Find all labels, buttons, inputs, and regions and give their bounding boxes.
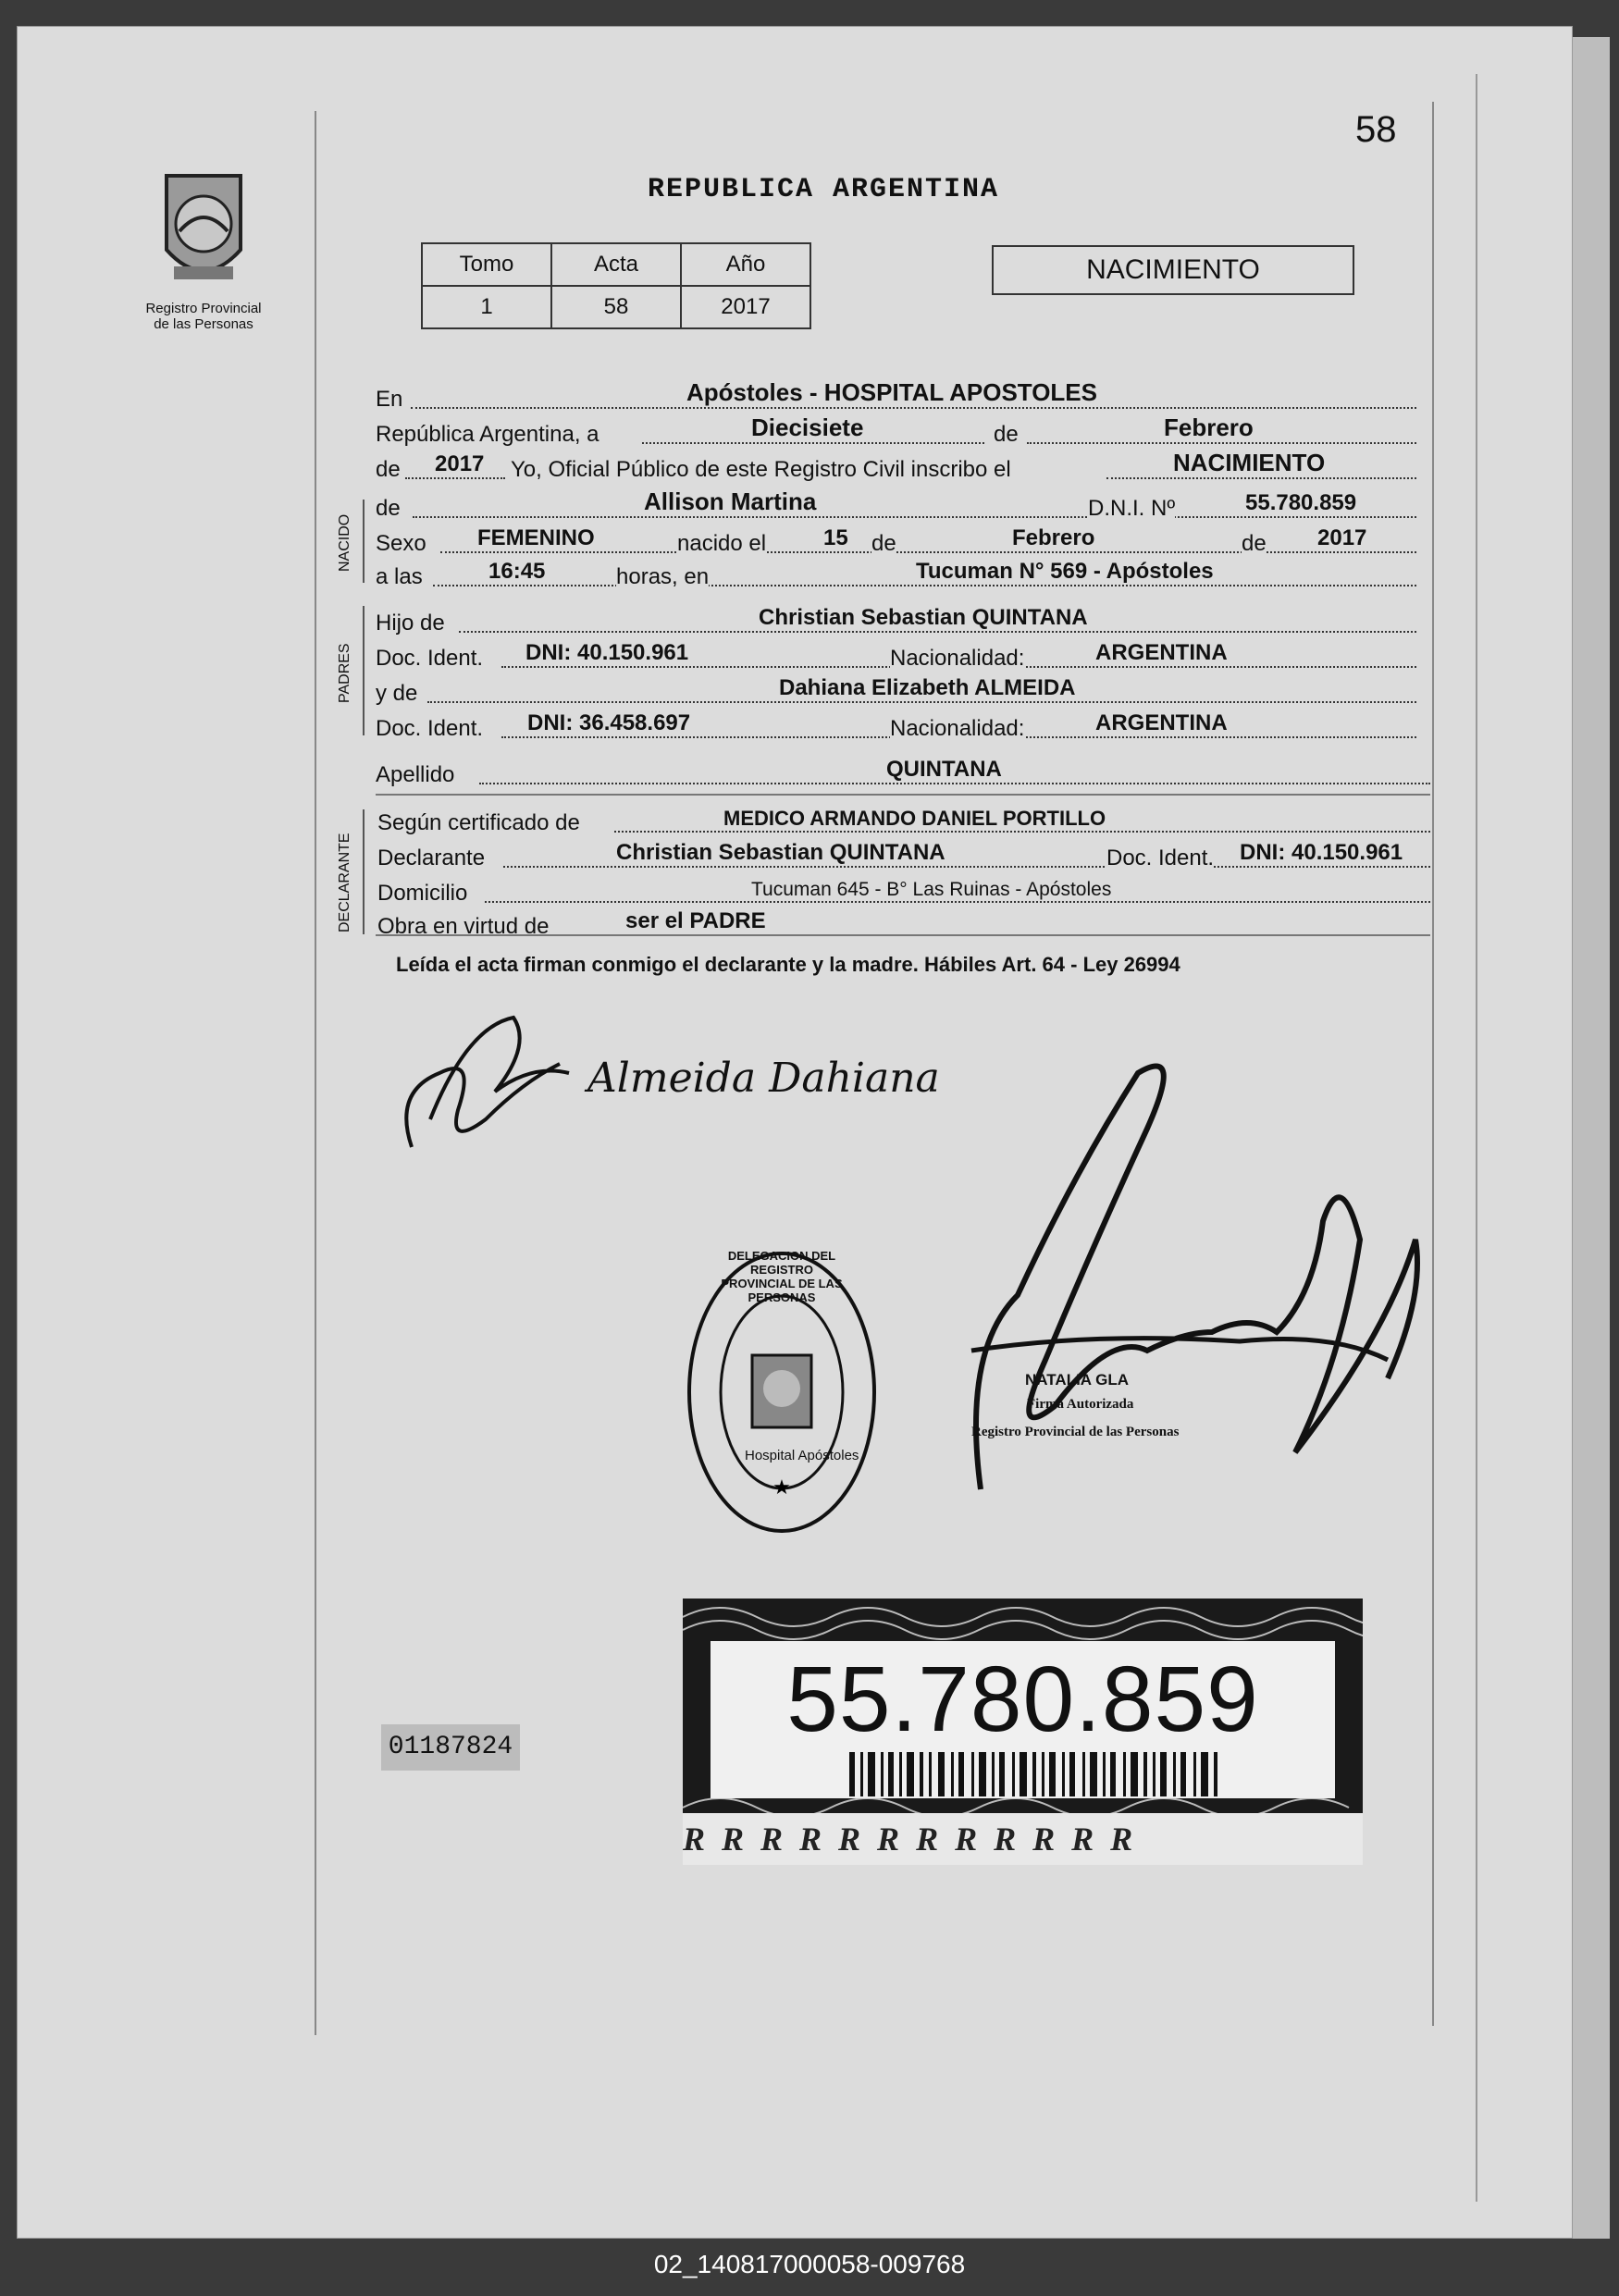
certificado-value: MEDICO ARMANDO DANIEL PORTILLO (723, 807, 1106, 830)
dotted-line (433, 585, 1416, 586)
child-dni: 55.780.859 (1245, 490, 1357, 515)
divider (376, 794, 1430, 796)
stamp-line3: Registro Provincial de las Personas (971, 1425, 1180, 1439)
ref-value-acta: 58 (551, 286, 681, 328)
row-obra (377, 907, 1430, 942)
dni-label: D.N.I. Nº (1088, 496, 1176, 521)
horas-label: horas, en (616, 564, 710, 589)
dotted-line (503, 866, 1430, 868)
serial-sticker: 01187824 (381, 1724, 520, 1771)
dotted-line (427, 701, 1416, 703)
dotted-line (411, 407, 1416, 409)
doc-label: Doc. Ident. (376, 716, 484, 741)
footer-caption: 02_140817000058-009768 (653, 2250, 966, 2278)
official-signature (907, 1055, 1443, 1536)
de-label: de (994, 422, 1019, 447)
domicilio-label: Domicilio (377, 881, 468, 906)
reference-table (421, 242, 811, 329)
nacionalidad-label: Nacionalidad: (890, 646, 1025, 671)
domicilio-value: Tucuman 645 - B° Las Ruinas - Apóstoles (751, 879, 1112, 900)
dotted-line (479, 783, 1430, 784)
registry-logo (130, 167, 278, 332)
de-label: de (1242, 531, 1267, 556)
left-margin-line (315, 111, 316, 2035)
page-edge (1573, 37, 1610, 2239)
barcode-label (711, 1641, 1335, 1798)
dotted-line (614, 831, 1430, 833)
row-sexo (376, 524, 1416, 559)
inscribe-value: NACIMIENTO (1173, 449, 1326, 476)
doc-label: Doc. Ident. (376, 646, 484, 671)
declarante-value: Christian Sebastian QUINTANA (616, 840, 945, 865)
row-nacido-name (376, 488, 1416, 524)
section-bracket (363, 500, 365, 583)
doc-label: Doc. Ident. (1106, 846, 1215, 870)
row-certificado (377, 803, 1430, 838)
ref-value-tomo: 1 (422, 286, 551, 328)
birth-year: 2017 (1317, 525, 1367, 550)
month-value: Febrero (1164, 414, 1254, 441)
year-value: 2017 (435, 451, 485, 476)
province-shield-icon (148, 167, 259, 296)
barcode-card (683, 1599, 1363, 1865)
nacionalidad-label: Nacionalidad: (890, 716, 1025, 741)
ref-value-ano: 2017 (681, 286, 810, 328)
republica-label: República Argentina, a (376, 422, 599, 447)
seal-inner-text: Hospital Apóstoles (745, 1448, 859, 1463)
declarante-doc: DNI: 40.150.961 (1240, 840, 1403, 865)
svg-text:★: ★ (772, 1475, 791, 1499)
certificado-label: Según certificado de (377, 810, 580, 835)
outer-margin-line (1476, 74, 1477, 2202)
obra-label: Obra en virtud de (377, 914, 550, 939)
row-year (376, 450, 1416, 485)
seal-outer-text: DELEGACION DEL REGISTRO PROVINCIAL DE LAS PERSONAS (721, 1249, 843, 1304)
section-label-padres: PADRES (337, 643, 352, 703)
de-label: de (376, 496, 401, 521)
father-name: Christian Sebastian QUINTANA (759, 605, 1088, 630)
father-doc: DNI: 40.150.961 (525, 640, 689, 665)
ref-header-ano: Año (681, 243, 810, 286)
birth-place: Tucuman N° 569 - Apóstoles (916, 559, 1214, 584)
obra-value: ser el PADRE (625, 908, 766, 933)
dotted-line (440, 551, 1416, 553)
stamp-line2: Firma Autorizada (1027, 1397, 1134, 1412)
dotted-line (1106, 477, 1416, 479)
en-value: Apóstoles - HOSPITAL APOSTOLES (686, 378, 1097, 406)
mother-nationality: ARGENTINA (1095, 710, 1228, 735)
section-bracket (363, 809, 365, 934)
row-hora (376, 557, 1416, 592)
country-title: REPUBLICA ARGENTINA (648, 174, 1000, 205)
dotted-line (405, 477, 505, 479)
row-republica (376, 414, 1416, 450)
barcode-bars (849, 1752, 1219, 1796)
apellido-value: QUINTANA (886, 757, 1002, 782)
birth-month: Febrero (1012, 525, 1095, 550)
nacido-label: nacido el (677, 531, 767, 556)
page-number: 58 (1355, 109, 1397, 150)
divider (376, 934, 1430, 936)
birth-day: 15 (823, 525, 848, 550)
section-label-nacido: NACIDO (337, 513, 352, 572)
dotted-line (413, 516, 1416, 518)
mother-doc: DNI: 36.458.697 (527, 710, 691, 735)
day-value: Diecisiete (751, 414, 864, 441)
sexo-label: Sexo (376, 531, 426, 556)
section-bracket (363, 606, 365, 735)
sexo-value: FEMENINO (477, 525, 595, 550)
de-label: de (871, 531, 896, 556)
section-label-declarante: DECLARANTE (337, 833, 352, 932)
mother-name: Dahiana Elizabeth ALMEIDA (779, 675, 1076, 700)
ref-header-acta: Acta (551, 243, 681, 286)
hijo-label: Hijo de (376, 611, 445, 636)
row-mother (376, 673, 1416, 709)
inscribe-label: Yo, Oficial Público de este Registro Civil inscribo el (511, 457, 1011, 482)
a-las-label: a las (376, 564, 423, 589)
ref-header-tomo: Tomo (422, 243, 551, 286)
row-apellido (376, 755, 1430, 790)
row-mother-doc (376, 709, 1416, 744)
barcode-number: 55.780.859 (786, 1648, 1259, 1751)
row-father-doc (376, 638, 1416, 673)
row-domicilio (377, 873, 1430, 908)
closing-note: Leída el acta firman conmigo el declarante y la madre. Hábiles Art. 64 - Ley 26994 (396, 953, 1180, 976)
dotted-line (1027, 442, 1416, 444)
stamp-line1: NATALIA GLA (1025, 1371, 1130, 1389)
security-strip: RRRRRRRRRRRR (683, 1813, 1363, 1865)
birth-time: 16:45 (488, 559, 546, 584)
handwritten-mother-name: Almeida Dahiana (587, 1055, 940, 1102)
logo-caption-line2: de las Personas (154, 316, 253, 332)
row-father (376, 603, 1416, 638)
child-name: Allison Martina (644, 488, 817, 515)
declarante-label: Declarante (377, 846, 486, 870)
year-label: de (376, 457, 401, 482)
dotted-line (642, 442, 984, 444)
father-nationality: ARGENTINA (1095, 640, 1228, 665)
row-declarante (377, 838, 1430, 873)
en-label: En (376, 387, 403, 412)
dotted-line (485, 901, 1430, 903)
act-type-box: NACIMIENTO (992, 245, 1354, 295)
logo-caption-line1: Registro Provincial (145, 301, 262, 316)
row-en (376, 379, 1416, 414)
yde-label: y de (376, 681, 418, 706)
apellido-label: Apellido (376, 762, 455, 787)
dotted-line (459, 631, 1416, 633)
declarant-signature (375, 1008, 587, 1175)
